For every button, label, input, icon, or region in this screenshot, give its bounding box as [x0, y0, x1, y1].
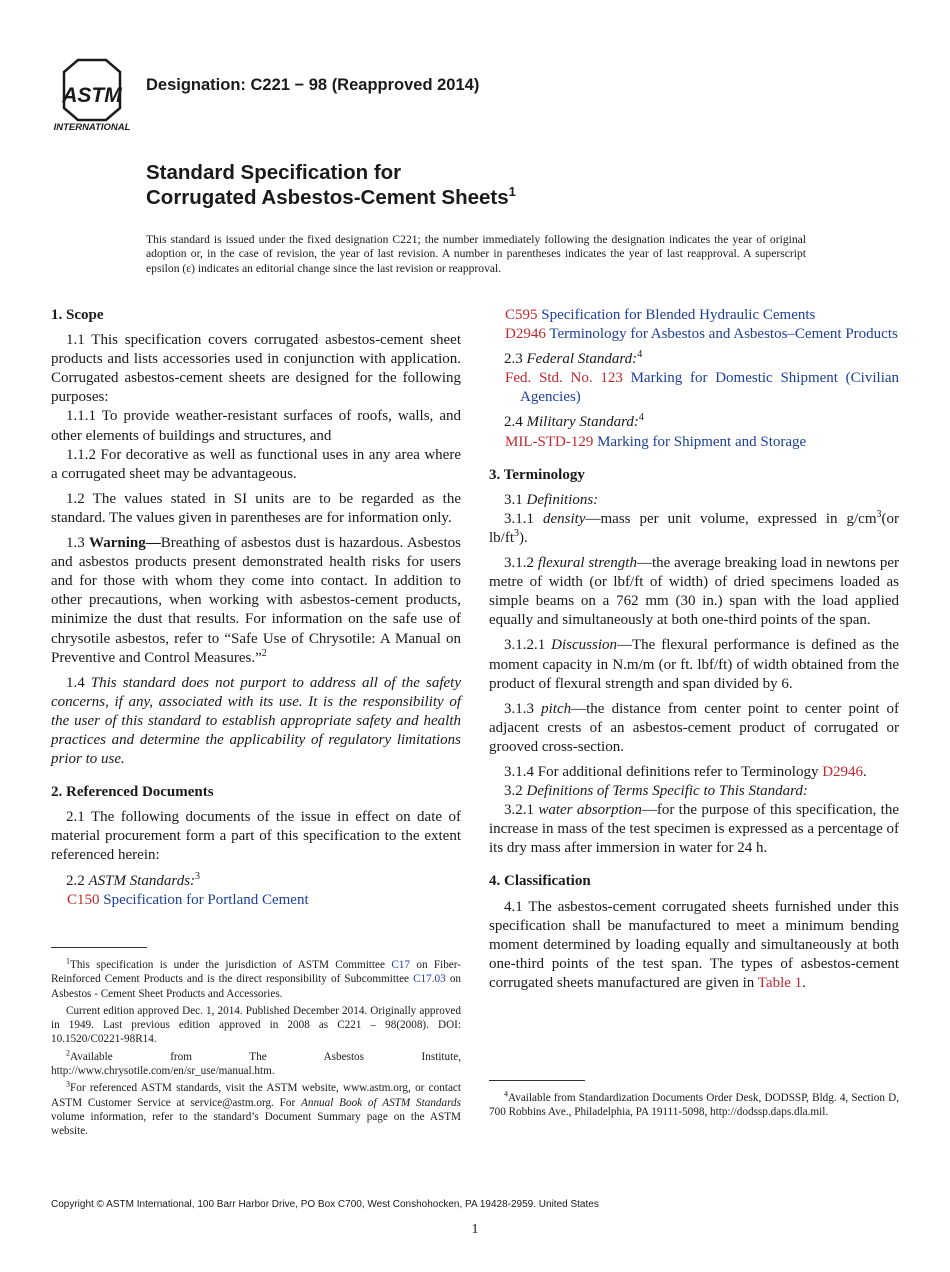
footnote-divider	[51, 947, 147, 948]
ref-title[interactable]: Specification for Portland Cement	[103, 891, 309, 908]
para-1-4	[51, 674, 461, 769]
superscript-3: 3	[514, 527, 519, 539]
footnote-3-text-a: For referenced ASTM standards, visit the ASTM website, www.astm.org, or contact ASTM Customer Service at service@astm.org. For	[51, 1082, 461, 1109]
para-3-1-2-1-text: —The flexural performance is defined as the moment capacity in N.m/m (or ft. lbf/ft) of width obtained from the product of flexural strength and span divided by 6.	[489, 637, 899, 692]
title-line-1: Standard Specification for	[146, 161, 402, 184]
term-discussion: Discussion	[551, 637, 617, 654]
term-water-absorption: water absorption	[538, 802, 642, 819]
para-3-1-2-1	[489, 636, 899, 693]
para-2-4	[489, 413, 899, 432]
reference-d2946[interactable]	[489, 325, 899, 344]
footnote-4-text: Available from Standardization Documents Order Desk, DODSSP, Bldg. 4, Section D, 700 Robbins Ave., Philadelphia, PA 19111-5098, http://dodssp.daps.dla.mil.	[489, 1092, 899, 1119]
para-1-1-1: 1.1.1 To provide weather-resistant surfaces of roofs, walls, and other elements of buildings and structures, and	[51, 408, 461, 444]
footnote-ref-4: 4	[637, 349, 643, 361]
para-3-1-1	[489, 510, 899, 548]
ref-code[interactable]: C150	[67, 891, 100, 908]
footnote-3	[51, 1081, 461, 1138]
footnote-mark-3: 3	[66, 1079, 70, 1089]
definitions-label: Definitions:	[526, 491, 599, 508]
para-3-2-num: 3.2	[504, 783, 523, 800]
link-c17[interactable]: C17	[391, 959, 410, 971]
para-1-2: 1.2 The values stated in SI units are to be regarded as the standard. The values given in parentheses are for information only.	[51, 490, 461, 526]
term-density: density	[543, 510, 586, 527]
specific-definitions-label: Definitions of Terms Specific to This Standard:	[526, 783, 808, 800]
section-heading-referenced: 2. Referenced Documents	[51, 784, 214, 801]
para-3-1-1-num: 3.1.1	[504, 510, 534, 527]
para-3-1-2-text: —the average breaking load in newtons per metre of width (or lbf/ft of width) of dried specimens loaded as simple beams on a 762 mm (30 in.) span with the load applied equally and simultaneously at both one-third points of the span.	[489, 555, 900, 629]
preamble: This standard is issued under the fixed designation C221; the number immediately following the designation indicates the year of original adoption or, in the case of revision, the year of last revision. A number in parentheses indicates the year of last reapproval. A superscript epsilon (ε) indicates an editorial change since the last revision or reapproval.	[146, 233, 806, 275]
para-4-1-end: .	[802, 974, 806, 991]
superscript-3: 3	[876, 508, 882, 520]
logo-text: ASTM	[62, 84, 122, 107]
footnote-1-text-c: on Asbestos - Cement Sheet Products and Accessories.	[51, 973, 462, 1000]
reference-fed-std[interactable]	[489, 369, 899, 407]
title-footnote-mark: 1	[508, 184, 516, 200]
footnote-mark-4: 4	[504, 1089, 508, 1099]
astm-logo	[50, 58, 134, 134]
footnote-1-text-b: on Fiber-Reinforced Cement Products and is the direct responsibility of Subcommittee	[51, 959, 462, 986]
para-2-3	[489, 350, 899, 369]
section-heading-terminology: 3. Terminology	[489, 466, 585, 483]
footnote-3-text-b: volume information, refer to the standard’s Document Summary page on the ASTM website.	[51, 1110, 461, 1138]
para-1-3-num: 1.3	[66, 535, 85, 552]
warning-label: Warning—	[89, 535, 161, 552]
logo-subtext: INTERNATIONAL	[53, 122, 131, 133]
ref-title[interactable]: Specification for Blended Hydraulic Cements	[541, 307, 816, 323]
ref-title[interactable]: Marking for Shipment and Storage	[597, 433, 807, 450]
para-3-2-1	[489, 801, 899, 858]
link-d2946[interactable]: D2946	[822, 763, 864, 780]
footnote-divider	[489, 1080, 585, 1081]
reference-mil-std[interactable]	[489, 433, 899, 452]
footnote-mark-1: 1	[66, 956, 70, 966]
para-2-4-num: 2.4	[504, 414, 523, 431]
footnote-3-italic: Annual Book of ASTM Standards	[301, 1096, 461, 1109]
military-standard-label: Military Standard:	[526, 414, 639, 431]
section-heading-classification: 4. Classification	[489, 873, 591, 890]
footnote-2	[51, 1050, 461, 1079]
footnote-ref-3: 3	[195, 870, 201, 882]
footnote-4	[489, 1091, 899, 1120]
para-4-1-text: 4.1 The asbestos-cement corrugated sheets furnished under this specification shall be manufactured to meet a minimum bending moment determined by loading equally and simultaneously at both one-third points of the test span. The types of asbestos-cement corrugated sheets manufactured are given in	[489, 898, 899, 991]
para-1-3	[51, 534, 461, 668]
copyright: Copyright © ASTM International, 100 Barr Harbor Drive, PO Box C700, West Conshohocken, PA 19428-2959. United States	[51, 1199, 599, 1210]
para-3-1-3-num: 3.1.3	[504, 700, 534, 717]
astm-standards-label: ASTM Standards:	[88, 872, 196, 889]
reference-c595[interactable]	[489, 306, 899, 325]
para-3-1-3	[489, 700, 899, 757]
para-1-4-text: This standard does not purport to address all of the safety concerns, if any, associated with its use. It is the responsibility of the user of this standard to establish appropriate safety and health practices and determine the applicability of regulatory limitations prior to use.	[51, 674, 461, 768]
para-3-1-2	[489, 554, 899, 630]
para-4-1	[489, 898, 899, 993]
para-1-4-num: 1.4	[66, 674, 85, 691]
para-3-1-4	[489, 763, 899, 782]
right-column	[489, 306, 899, 993]
para-1-1: 1.1 This specification covers corrugated asbestos-cement sheet products and lists accessories used in conjunction with application. Corrugated asbestos-cement sheets are designed for the following purposes:	[51, 332, 461, 406]
term-flexural-strength: flexural strength	[537, 555, 637, 572]
ref-code[interactable]: C595	[505, 307, 538, 323]
ref-code[interactable]: MIL-STD-129	[505, 433, 594, 450]
term-pitch: pitch	[541, 700, 572, 717]
para-3-1-3-text: —the distance from center point to center point of adjacent crests of an asbestos-cement product of corrugated or grooved cross-section.	[489, 700, 899, 755]
footnotes-left	[51, 947, 461, 1142]
footnote-1	[51, 958, 461, 1001]
para-2-1: 2.1 The following documents of the issue in effect on date of material procurement form a part of this specification to the extent referenced herein:	[51, 809, 461, 864]
para-1-1-2: 1.1.2 For decorative as well as functional uses in any area where a corrugated sheet may be advantageous.	[51, 446, 461, 482]
ref-code[interactable]: Fed. Std. No. 123	[505, 370, 623, 387]
link-table-1[interactable]: Table 1	[757, 974, 803, 991]
federal-standard-label: Federal Standard:	[526, 351, 638, 368]
ref-code[interactable]: D2946	[505, 326, 546, 343]
section-heading-scope: 1. Scope	[51, 307, 104, 323]
footnote-mark-2: 2	[66, 1048, 70, 1058]
para-3-2-1-num: 3.2.1	[504, 802, 534, 819]
para-3-1-4-end: .	[863, 763, 867, 780]
para-3-1-1-mid: (or lb/ft	[489, 510, 899, 546]
para-2-2	[51, 872, 461, 891]
para-3-1	[489, 491, 899, 510]
para-3-1-num: 3.1	[504, 491, 523, 508]
ref-title[interactable]: Marking for Domestic Shipment (Civilian Agencies)	[520, 370, 900, 406]
footnote-1-text-a: This specification is under the jurisdiction of ASTM Committee	[70, 959, 385, 971]
para-3-1-1-end: ).	[519, 529, 528, 546]
reference-c150[interactable]	[51, 891, 461, 910]
document-title	[146, 160, 516, 210]
footnote-ref-4b: 4	[638, 412, 644, 424]
ref-title[interactable]: Terminology for Asbestos and Asbestos–Cement Products	[549, 326, 898, 343]
para-3-2	[489, 782, 899, 801]
para-2-3-num: 2.3	[504, 351, 523, 368]
para-2-2-num: 2.2	[66, 872, 85, 889]
footnote-1-edition: Current edition approved Dec. 1, 2014. Published December 2014. Originally approved in 1949. Last previous edition approved in 2008 as C221 – 98(2008). DOI: 10.1520/C0221-98R14.	[51, 1004, 461, 1046]
footnote-ref-2: 2	[261, 647, 267, 659]
para-3-1-1-text: —mass per unit volume, expressed in g/cm	[585, 510, 877, 527]
title-line-2: Corrugated Asbestos-Cement Sheets	[146, 186, 509, 209]
para-3-1-2-1-num: 3.1.2.1	[504, 637, 546, 654]
para-3-2-1-text: —for the purpose of this specification, the increase in mass of the test specimen is expressed as a percentage of its dry mass after immersion in water for 24 h.	[489, 802, 899, 857]
para-3-1-2-num: 3.1.2	[504, 555, 534, 572]
link-c17-03[interactable]: C17.03	[413, 973, 446, 986]
page-number: 1	[471, 1222, 479, 1237]
para-1-3-text: Breathing of asbestos dust is hazardous. Asbestos and asbestos products present demonstrated health risks for users and for those with whom they come into contact. In addition to other precautions, when working with asbestos-cement products, minimize the dust that results. For information on the safe use of chrysotile asbestos, refer to “Safe Use of Chrysotile: A Manual on Preventive and Control Measures.”	[51, 535, 461, 666]
footnote-2-text: Available from The Asbestos Institute, http://www.chrysotile.com/en/sr_use/manual.htm.	[51, 1050, 461, 1078]
left-column	[51, 306, 461, 910]
para-3-1-4-text: 3.1.4 For additional definitions refer to Terminology	[504, 763, 819, 780]
designation: Designation: C221 − 98 (Reapproved 2014)	[146, 76, 480, 94]
footnotes-right	[489, 1080, 899, 1123]
